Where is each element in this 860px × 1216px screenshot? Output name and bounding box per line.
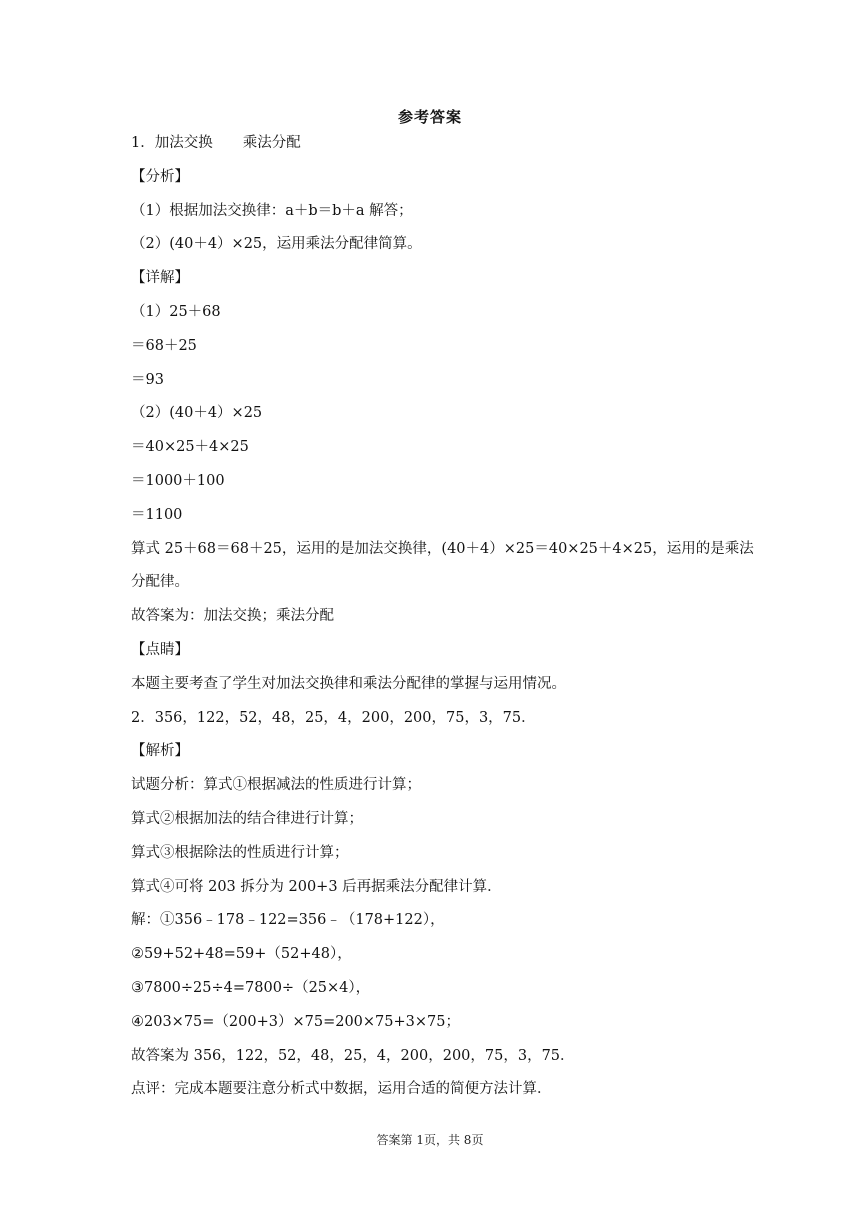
q1-summary: 算式 25＋68＝68＋25，运用的是加法交换律，(40＋4）×25＝40×25＋4×25，运用的是乘法 [131, 540, 754, 557]
q1-step: （2）(40＋4）×25 [131, 405, 263, 422]
q2-line: 点评：完成本题要注意分析式中数据，运用合适的简便方法计算． [131, 1081, 552, 1098]
q2-line: 试题分析：算式①根据减法的性质进行计算； [131, 777, 421, 794]
q1-step: ＝93 [131, 371, 164, 388]
q1-comment-tag: 【点睛】 [131, 641, 189, 658]
q1-step: ＝40×25＋4×25 [131, 439, 249, 456]
q1-step: ＝68＋25 [131, 337, 197, 354]
q1-analysis-tag: 【分析】 [131, 168, 189, 185]
q1-step: ＝1000＋100 [131, 472, 225, 489]
q1-answer-second: 乘法分配 [242, 135, 301, 151]
q2-line: 算式③根据除法的性质进行计算； [131, 844, 349, 861]
q2-header: 2．356，122，52，48，25，4，200，200，75，3，75． [131, 709, 536, 726]
q1-analysis-line: （2）(40＋4）×25，运用乘法分配律简算。 [131, 236, 422, 253]
page-footer: 答案第 1页，共 8页 [376, 1133, 484, 1147]
q1-summary-cont: 分配律。 [131, 574, 189, 591]
q1-header [131, 130, 741, 164]
q1-step: ＝1100 [131, 506, 183, 523]
q2-line: ④203×75=（200+3）×75=200×75+3×75； [131, 1013, 460, 1030]
q2-line: 故答案为 356，122，52，48，25，4，200，200，75，3，75． [131, 1047, 575, 1064]
answer-content [131, 130, 754, 1110]
q1-detail-tag: 【详解】 [131, 270, 189, 287]
q1-answer-first: 1．加法交换 [131, 135, 213, 151]
page-title: 参考答案 [397, 108, 462, 126]
q2-line: ②59+52+48=59+（52+48）， [131, 946, 352, 963]
q2-analysis-tag: 【解析】 [131, 743, 189, 760]
q1-final-answer: 故答案为：加法交换；乘法分配 [131, 608, 334, 625]
q2-line: ③7800÷25÷4=7800÷（25×4）， [131, 979, 371, 996]
q1-comment: 本题主要考查了学生对加法交换律和乘法分配律的掌握与运用情况。 [131, 675, 566, 692]
q2-line: 算式④可将 203 拆分为 200+3 后再据乘法分配律计算． [131, 878, 502, 895]
q1-step: （1）25＋68 [131, 303, 221, 320]
q2-line: 算式②根据加法的结合律进行计算； [131, 810, 363, 827]
q2-line: 解：①356﹣178﹣122=356﹣（178+122）， [131, 912, 445, 929]
q1-analysis-line: （1）根据加法交换律：a＋b＝b＋a 解答； [131, 202, 413, 219]
